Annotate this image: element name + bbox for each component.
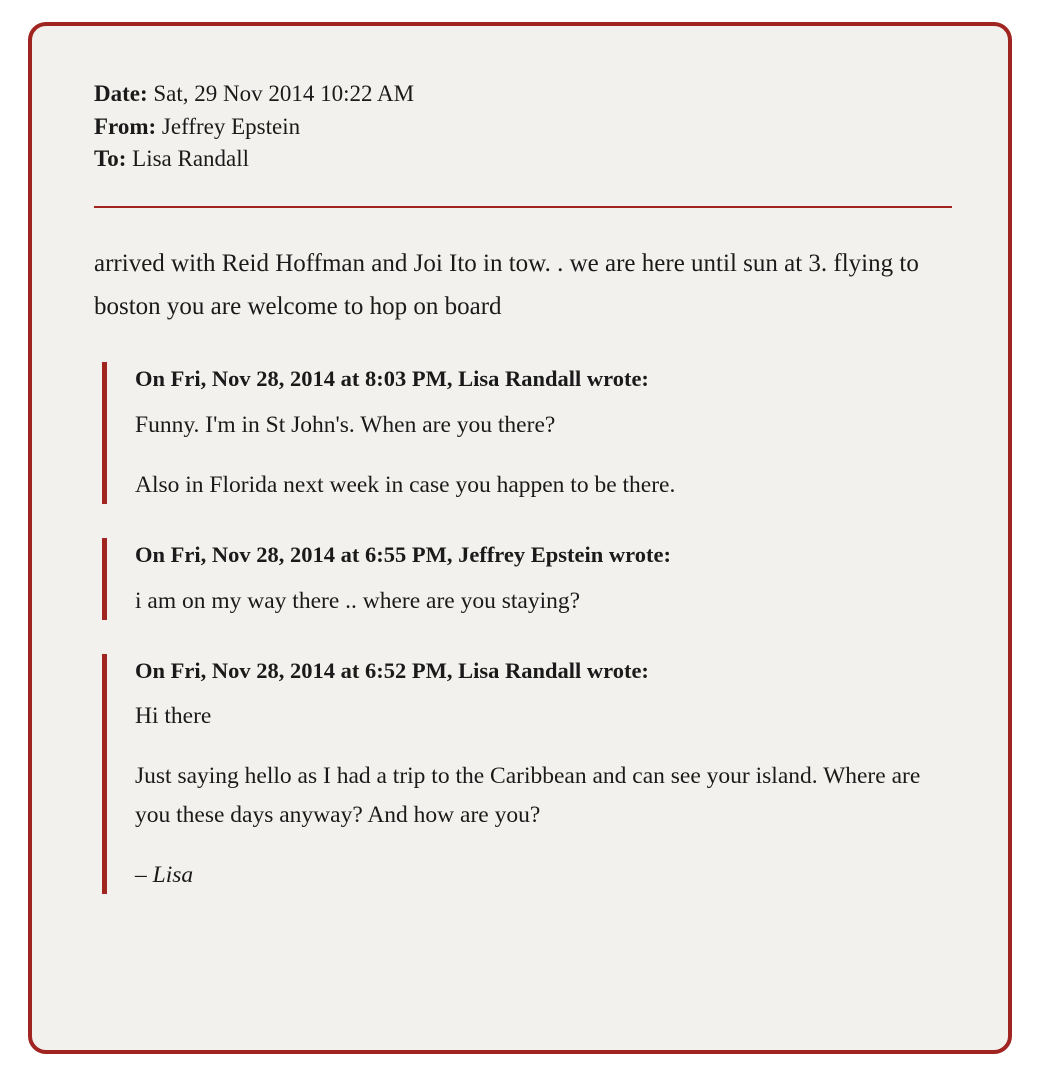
- quote-attribution: On Fri, Nov 28, 2014 at 6:55 PM, Jeffrey Epstein wrote:: [135, 541, 671, 567]
- email-body: [94, 242, 952, 328]
- email-body-paragraph: arrived with Reid Hoffman and Joi Ito in tow. . we are here until sun at 3. flying to boston you are welcome to hop on board: [94, 249, 919, 320]
- header-row-to: [94, 143, 952, 176]
- quote-paragraph: Funny. I'm in St John's. When are you there?: [135, 411, 556, 438]
- header-label-from: From:: [94, 113, 157, 139]
- quote-paragraph: Just saying hello as I had a trip to the Caribbean and can see your island. Where are you these days anyway? And how are you?: [135, 763, 921, 828]
- header-label-to: To:: [94, 146, 127, 172]
- quoted-message-2: [102, 538, 952, 620]
- header-divider: [94, 206, 952, 208]
- quote-paragraph: Also in Florida next week in case you happen to be there.: [135, 471, 676, 498]
- header-value-to: Lisa Randall: [132, 146, 250, 172]
- quote-paragraph: i am on my way there .. where are you staying?: [135, 587, 581, 614]
- quoted-message-3: [102, 654, 952, 894]
- email-card: [28, 22, 1012, 1054]
- quote-attribution: On Fri, Nov 28, 2014 at 6:52 PM, Lisa Randall wrote:: [135, 657, 649, 683]
- quote-signature: – Lisa: [135, 861, 194, 888]
- header-row-date: [94, 78, 952, 111]
- quote-paragraph: Hi there: [135, 703, 212, 730]
- email-header-block: [94, 78, 952, 176]
- quoted-message-1: [102, 362, 952, 504]
- quote-attribution: On Fri, Nov 28, 2014 at 8:03 PM, Lisa Randall wrote:: [135, 365, 649, 391]
- header-value-date: Sat, 29 Nov 2014 10:22 AM: [153, 81, 415, 106]
- quote-body: [135, 697, 952, 893]
- quote-body: [135, 582, 952, 620]
- header-label-date: Date:: [94, 81, 148, 106]
- quote-body: [135, 406, 952, 504]
- header-row-from: [94, 111, 952, 144]
- header-value-from: Jeffrey Epstein: [161, 113, 301, 139]
